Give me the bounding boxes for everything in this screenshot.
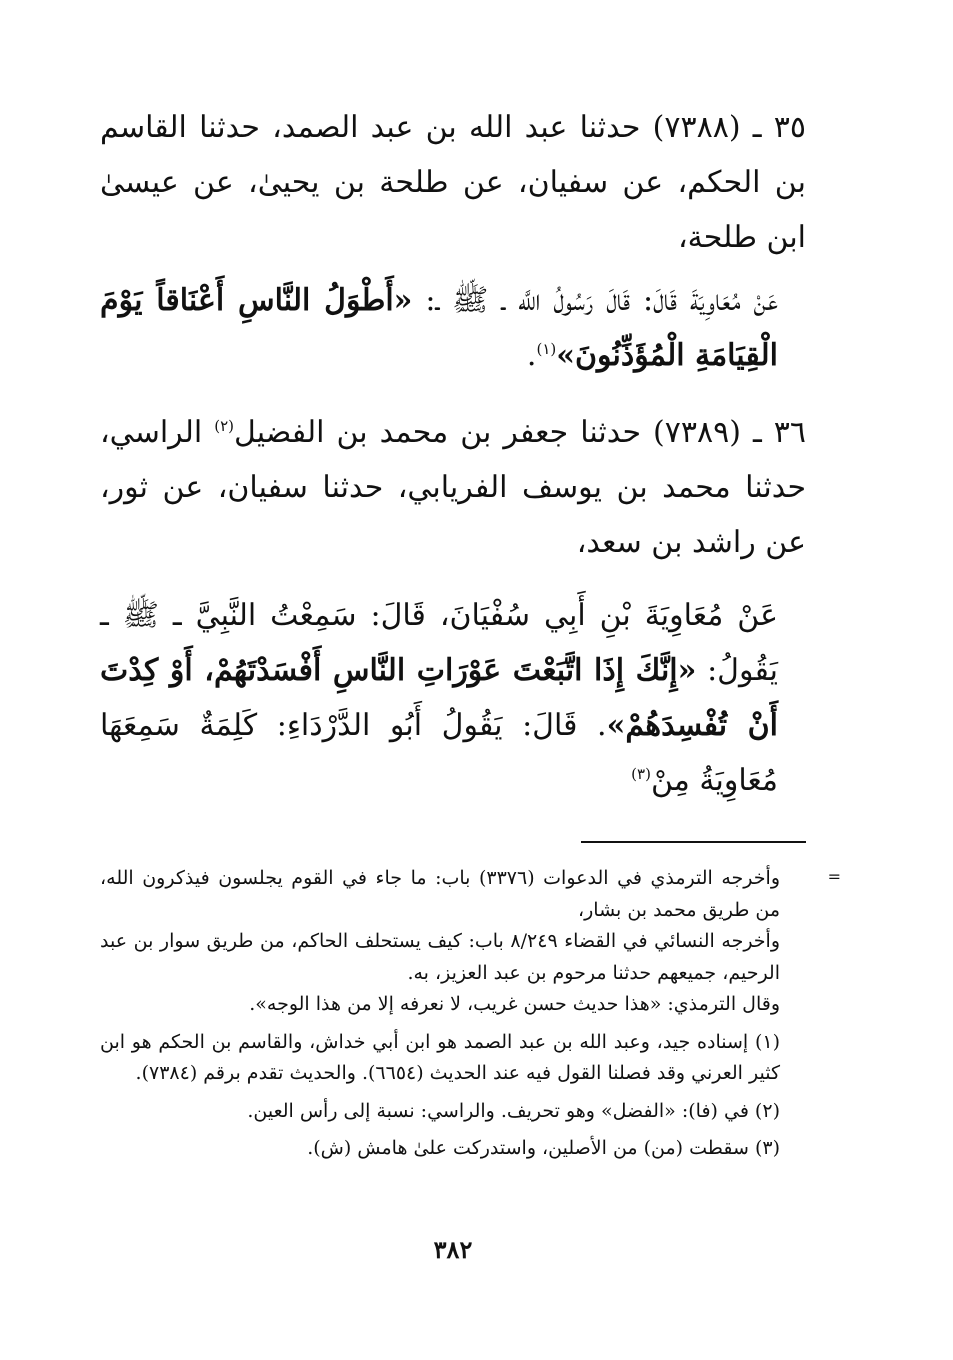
footnote-2: (٢) في (فا): «الفضل» وهو تحريف. والراسي: نسبة إلى رأس العين. bbox=[247, 1099, 780, 1122]
hadith-36-matn-intro: عَنْ مُعَاوِيَةَ بْنِ أَبِي سُفْيَانَ، قَالَ: سَمِعْتُ النَّبِيَّ ـ ﷺ ـ يَقُولُ: bbox=[100, 598, 778, 688]
hadith-35-matn bbox=[100, 273, 806, 383]
hadith-36-isnad bbox=[100, 405, 806, 570]
footnote-continued-3: وقال الترمذي: «هذا حديث حسن غريب، لا نعرفه إلا من هذا الوجه». bbox=[249, 993, 780, 1015]
hadith-36-matn-mid: . قَالَ: يَقُولُ أَبُو الدَّرْدَاءِ: كَلِمَةٌ سَمِعَهَا مُعَاوِيَةُ مِنْ bbox=[100, 708, 778, 798]
hadith-36-matn-text: «إِنَّكَ إِذَا اتَّبَعْتَ عَوْرَاتِ النَّاسِ أَفْسَدْتَهُمْ، أَوْ كِدْتَ أَنْ تُفْسِدَهُمْ» bbox=[100, 653, 779, 743]
footnote-ref-1: (١) bbox=[536, 340, 557, 358]
footnote-3: (٣) سقطت (من) من الأصلين، واستدركت علىٰ هامش (ش). bbox=[307, 1137, 780, 1159]
continuation-mark: = bbox=[827, 867, 841, 886]
hadith-35-isnad bbox=[100, 100, 806, 265]
hadith-36-matn bbox=[100, 588, 806, 808]
hadith-36-isnad-part2: الراسي، حدثنا محمد بن يوسف الفريابي، حدثنا سفيان، عن ثور، عن راشد بن سعد، bbox=[100, 415, 806, 560]
footnote-continued-1: وأخرجه الترمذي في الدعوات (٣٣٧٦) باب: ما جاء في القوم يجلسون فيذكرون الله، من طريق محمد بن بشار، bbox=[100, 867, 780, 921]
page-number: ٣٨٢ bbox=[433, 1235, 473, 1264]
hadith-35-isnad-text: ٣٥ ـ (٧٣٨٨) حدثنا عبد الله بن عبد الصمد، حدثنا القاسم بن الحكم، عن سفيان، عن طلحة بن يحيىٰ، عن عيسىٰ ابن طلحة، bbox=[100, 110, 806, 255]
hadith-36-isnad-part1: ٣٦ ـ (٧٣٨٩) حدثنا جعفر بن محمد بن الفضيل bbox=[234, 415, 806, 450]
footnote-continued-2: وأخرجه النسائي في القضاء ٨/٢٤٩ باب: كيف يستحلف الحاكم، من طريق سوار بن عبد الرحيم، جميعهم حدثنا مرحوم بن عبد العزيز، به. bbox=[100, 930, 780, 984]
hadith-35-matn-text: «أَطْوَلُ النَّاسِ أَعْنَاقاً يَوْمَ الْقِيَامَةِ الْمُؤَذِّنُونَ» bbox=[100, 283, 778, 373]
book-page bbox=[100, 100, 841, 1300]
footnote-ref-3: (٣) bbox=[631, 765, 651, 783]
footnote-1: (١) إسناده جيد، وعبد الله بن عبد الصمد هو ابن أبي خداش، والقاسم بن الحكم هو ابن كثير العرني وقد فصلنا القول فيه عند الحديث (٦٦٥٤). والحديث تقدم برقم (٧٣٨٤). bbox=[100, 1030, 780, 1084]
footnote-ref-2: (٢) bbox=[214, 417, 234, 435]
footnotes-section bbox=[100, 863, 841, 1165]
hadith-35-matn-end: . bbox=[526, 338, 537, 373]
hadith-35-matn-intro: عَنْ مُعَاوِيَةَ قَالَ: قَالَ رَسُولُ اللَّه ـ ﷺ ـ: bbox=[412, 283, 779, 318]
footnote-separator bbox=[581, 841, 806, 843]
